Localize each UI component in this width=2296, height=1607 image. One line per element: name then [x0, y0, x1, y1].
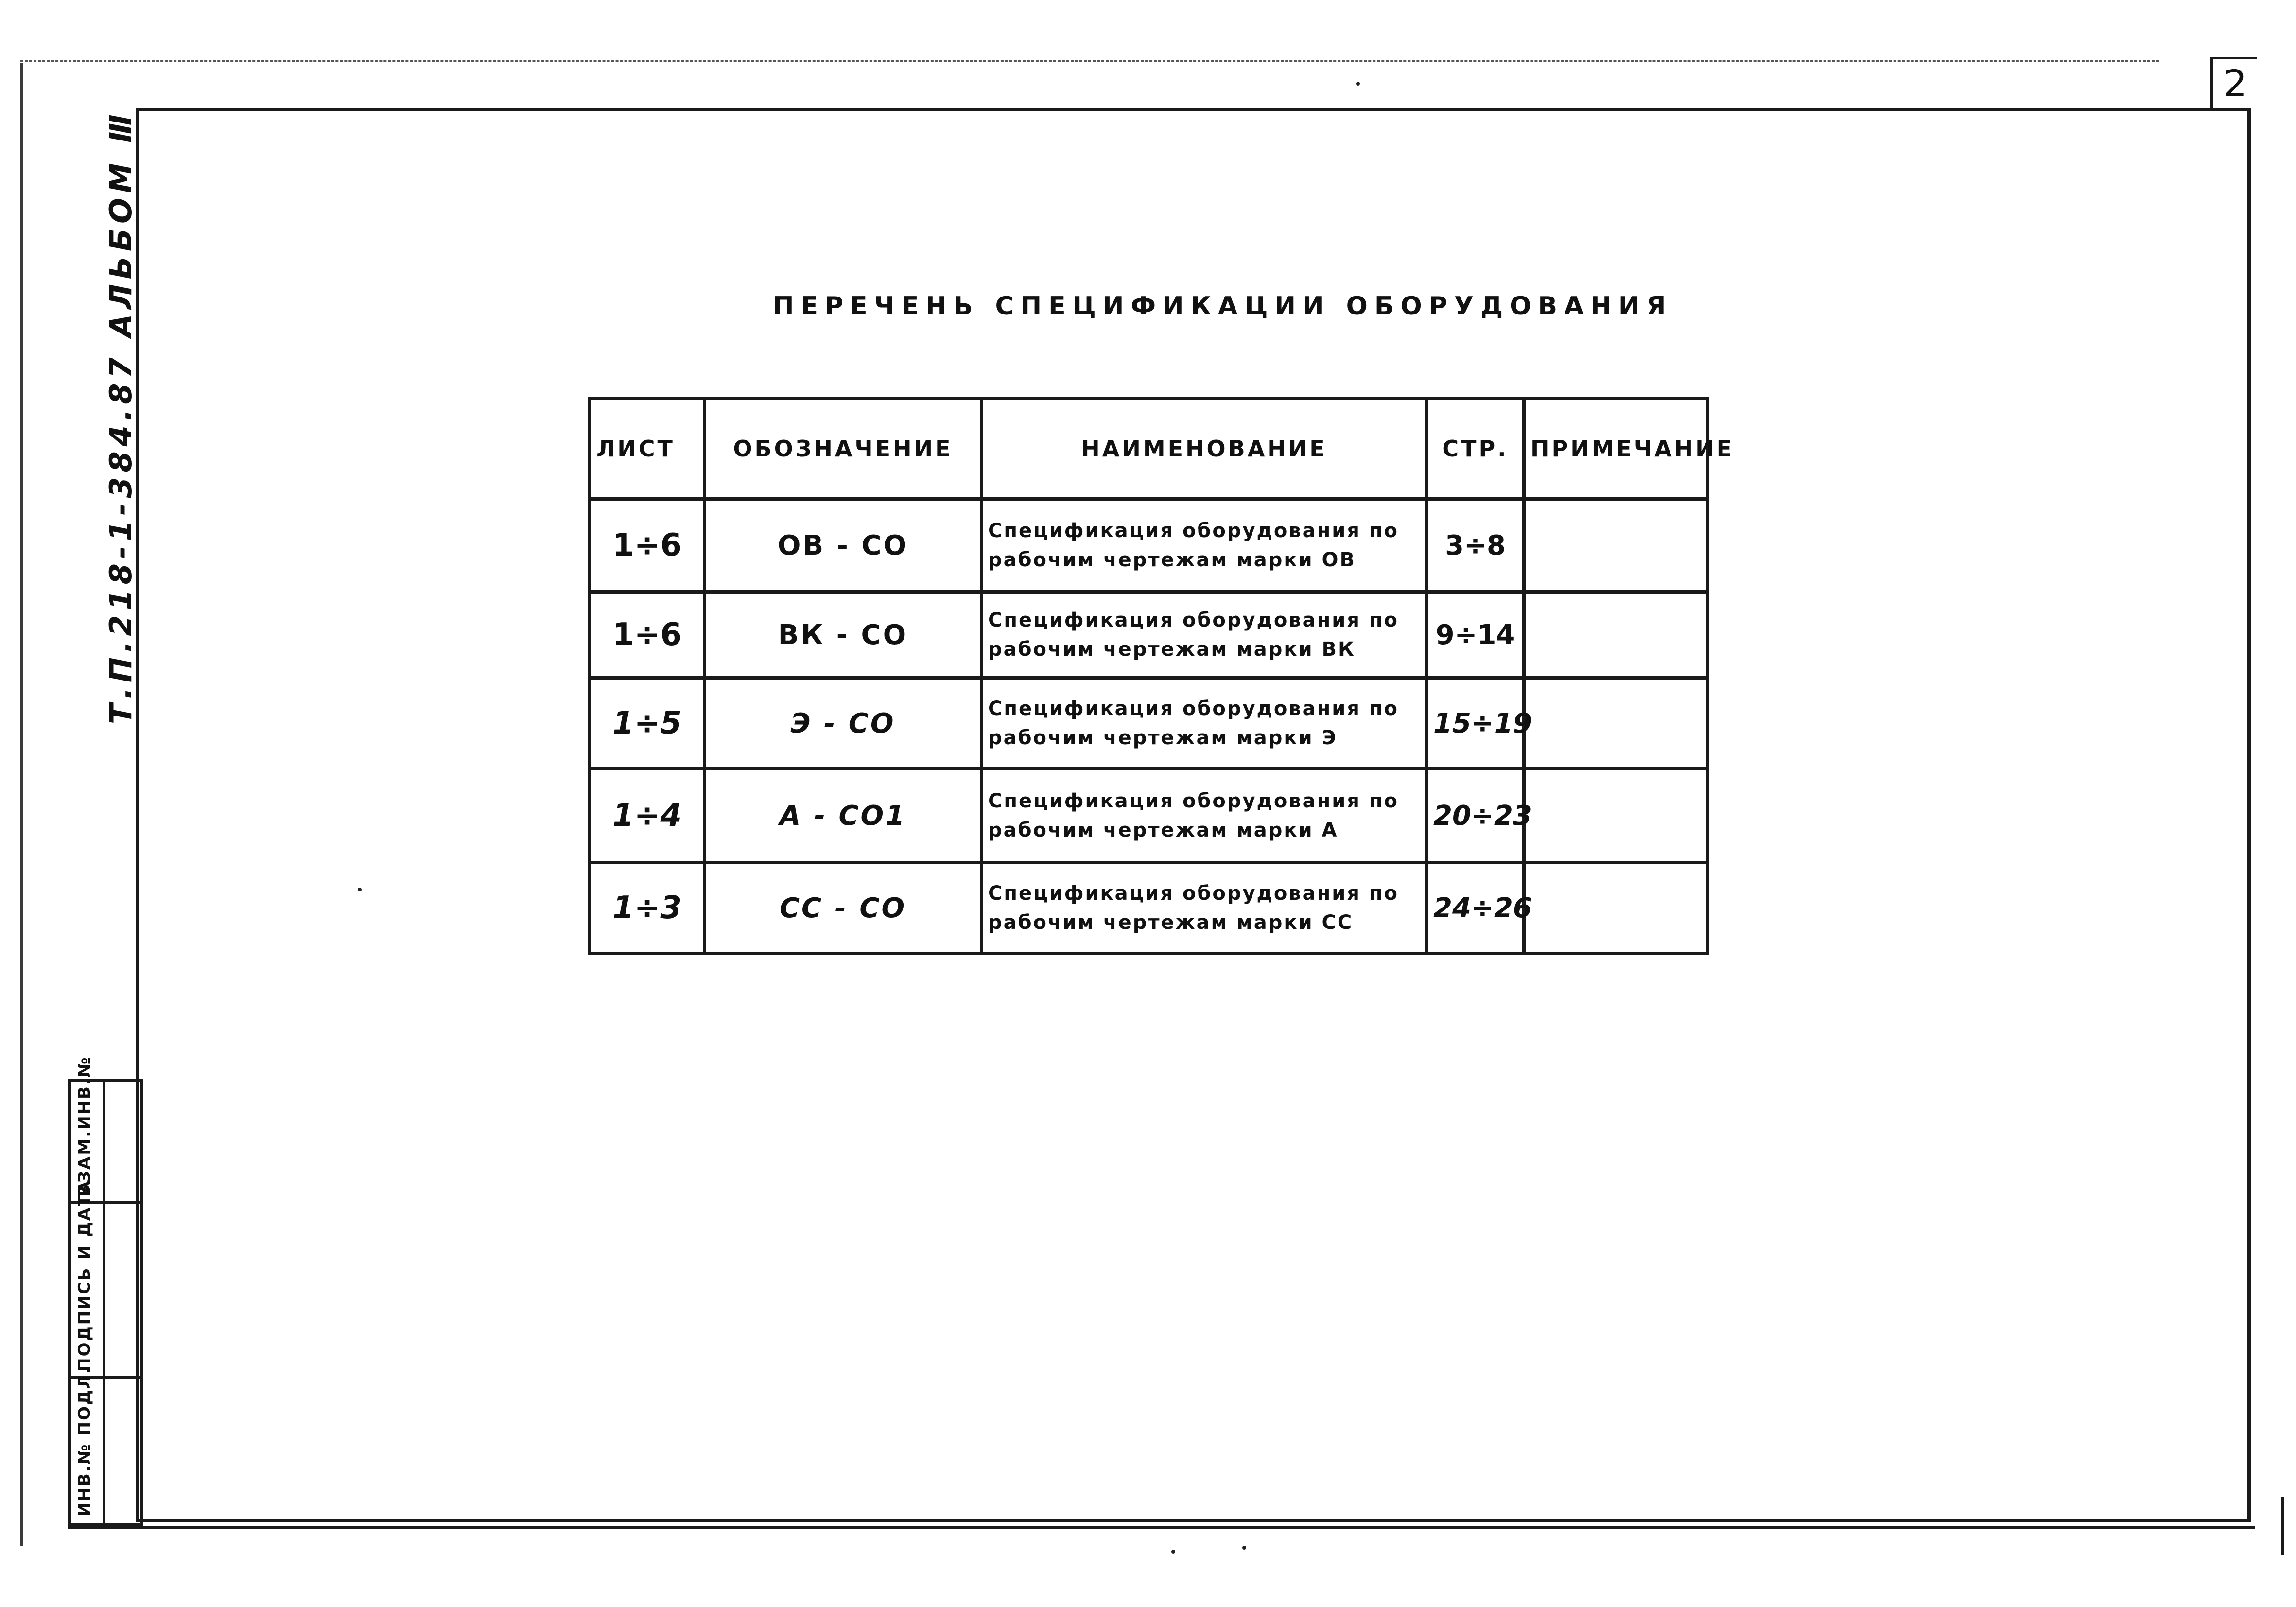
- cell-name-line2: рабочим чертежам марки Э: [988, 727, 1338, 749]
- table-row: [590, 499, 1708, 592]
- cell-name-line1: Спецификация оборудования по: [988, 882, 1399, 905]
- cell-sheet: 1÷6: [590, 499, 705, 592]
- cell-note: [1524, 499, 1708, 592]
- header-sheet: ЛИСТ: [590, 399, 705, 499]
- cell-note: [1524, 863, 1708, 954]
- cell-name-line1: Спецификация оборудования по: [988, 790, 1399, 812]
- specification-table: [588, 397, 1735, 955]
- table-row: [590, 678, 1708, 769]
- document-title: ПЕРЕЧЕНЬ СПЕЦИФИКАЦИИ ОБОРУДОВАНИЯ: [773, 292, 1673, 321]
- scan-speck: [1356, 82, 1360, 86]
- cell-designation: Э - СО: [705, 678, 982, 769]
- cell-designation: А - СО1: [705, 769, 982, 863]
- stamp-replacement-inv: ВЗАМ.ИНВ.№: [75, 1056, 94, 1197]
- cell-page: 20÷23: [1427, 769, 1524, 863]
- table-row: [590, 769, 1708, 863]
- cell-name: [982, 592, 1427, 678]
- cell-name-line2: рабочим чертежам марки ОВ: [988, 549, 1357, 571]
- cell-name-line2: рабочим чертежам марки А: [988, 819, 1339, 841]
- table-row: [590, 863, 1708, 954]
- cell-sheet: 1÷3: [590, 863, 705, 954]
- sheet-top-edge: [20, 60, 2159, 62]
- header-designation: ОБОЗНАЧЕНИЕ: [705, 399, 982, 499]
- cell-designation: СС - СО: [705, 863, 982, 954]
- cell-name-line1: Спецификация оборудования по: [988, 520, 1399, 542]
- cell-sheet: 1÷5: [590, 678, 705, 769]
- approval-stamp: [68, 1056, 143, 1526]
- header-page: СТР.: [1427, 399, 1524, 499]
- cell-designation: ВК - СО: [705, 592, 982, 678]
- cell-page: 9÷14: [1427, 592, 1524, 678]
- cell-designation: ОВ - СО: [705, 499, 982, 592]
- cell-note: [1524, 769, 1708, 863]
- header-name: НАИМЕНОВАНИЕ: [982, 399, 1427, 499]
- cell-page: 15÷19: [1427, 678, 1524, 769]
- cell-name: [982, 499, 1427, 592]
- cell-note: [1524, 678, 1708, 769]
- cell-name: [982, 678, 1427, 769]
- sheet-right-tick: [2281, 1497, 2284, 1555]
- table-row: [590, 592, 1708, 678]
- page-number: 2: [2210, 57, 2257, 108]
- cell-name-line1: Спецификация оборудования по: [988, 698, 1399, 720]
- side-code: Т.П.218-1-384.87 АЛЬБОМ Ⅲ: [103, 109, 139, 724]
- cell-name-line2: рабочим чертежам марки ВК: [988, 638, 1356, 661]
- cell-name-line2: рабочим чертежам марки СС: [988, 911, 1354, 934]
- stamp-signature-date: ПОДПИСЬ И ДАТА: [75, 1179, 94, 1372]
- stamp-cell-inv-orig: [71, 1365, 140, 1523]
- cell-sheet: 1÷6: [590, 592, 705, 678]
- header-note: ПРИМЕЧАНИЕ: [1524, 399, 1708, 499]
- scan-speck: [1242, 1546, 1246, 1550]
- stamp-inv-orig: ИНВ.№ ПОДЛ.: [75, 1365, 94, 1517]
- table-header-row: [590, 399, 1708, 499]
- sheet-left-edge: [20, 63, 23, 1546]
- cell-page: 3÷8: [1427, 499, 1524, 592]
- stamp-cell-signature: [71, 1179, 140, 1379]
- sheet-bottom-edge: [68, 1526, 2255, 1529]
- cell-name: [982, 769, 1427, 863]
- scan-speck: [1171, 1550, 1175, 1554]
- cell-sheet: 1÷4: [590, 769, 705, 863]
- cell-note: [1524, 592, 1708, 678]
- cell-page: 24÷26: [1427, 863, 1524, 954]
- cell-name: [982, 863, 1427, 954]
- cell-name-line1: Спецификация оборудования по: [988, 609, 1399, 631]
- scan-speck: [358, 888, 362, 891]
